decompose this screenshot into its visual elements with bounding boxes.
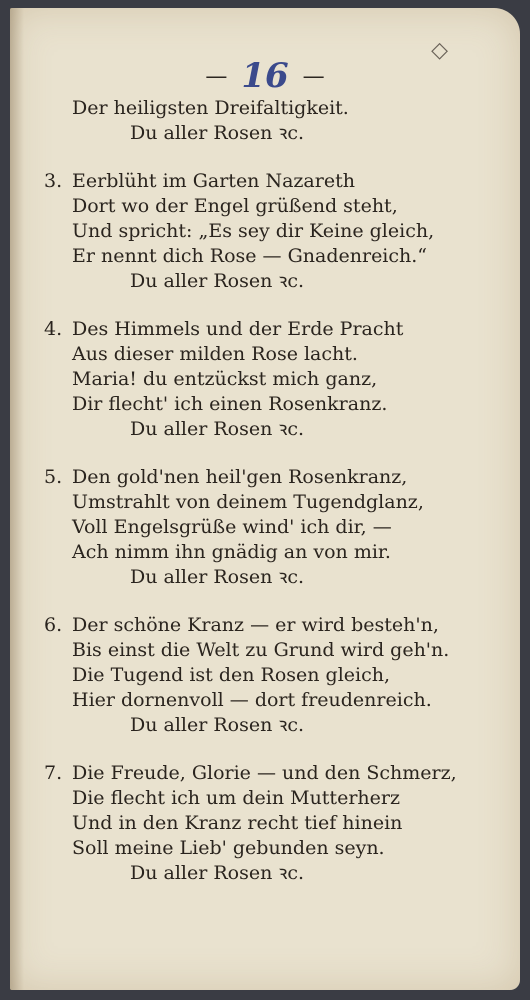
refrain-line: Du aller Rosen ꝛc.	[130, 270, 305, 292]
verse-line: Die Tugend ist den Rosen gleich,	[72, 664, 391, 686]
verse-text: Den gold'nen heil'gen Rosenkranz,	[72, 466, 408, 488]
verse-line: Umstrahlt von deinem Tugendglanz,	[72, 491, 424, 513]
refrain-line: Du aller Rosen ꝛc.	[130, 862, 305, 884]
page-spine-shadow	[10, 8, 24, 990]
verse-line: Soll meine Lieb' gebunden seyn.	[72, 837, 385, 859]
verse-text: Des Himmels und der Erde Pracht	[72, 318, 404, 340]
stanza-3	[44, 169, 504, 294]
refrain-line: Du aller Rosen ꝛc.	[130, 418, 305, 440]
verse-line: Die flecht ich um dein Mutterherz	[72, 787, 400, 809]
refrain-line: Du aller Rosen ꝛc.	[130, 714, 305, 736]
stanza-5	[44, 465, 504, 590]
verse-text: Die Freude, Glorie — und den Schmerz,	[72, 762, 457, 784]
verse-line	[44, 169, 504, 194]
verse-line: Dort wo der Engel grüßend steht,	[72, 195, 398, 217]
book-page	[10, 8, 520, 990]
verse-line: Und in den Kranz recht tief hinein	[72, 812, 403, 834]
verse-line: Der heiligsten Dreifaltigkeit.	[72, 97, 349, 119]
verse-line: Ach nimm ihn gnädig an von mir.	[72, 541, 391, 563]
verse-line	[44, 465, 504, 490]
verse-line: Hier dornenvoll — dort freudenreich.	[72, 689, 432, 711]
verse-line	[44, 317, 504, 342]
refrain-line: Du aller Rosen ꝛc.	[130, 566, 305, 588]
verse-line: Voll Engelsgrüße wind' ich dir, —	[72, 516, 392, 538]
stanza-4	[44, 317, 504, 442]
verse-line: Dir flecht' ich einen Rosenkranz.	[72, 393, 388, 415]
verse-line: Maria! du entzückst mich ganz,	[72, 368, 378, 390]
stanza-6	[44, 613, 504, 738]
stanza-number: 3.	[44, 170, 63, 192]
verse-line: Und spricht: „Es sey dir Keine gleich,	[72, 220, 435, 242]
page-number: 16	[241, 56, 289, 96]
opening-fragment	[44, 96, 504, 146]
stanza-number: 7.	[44, 762, 63, 784]
poem-text	[44, 96, 504, 886]
stanza-number: 6.	[44, 614, 63, 636]
verse-line	[44, 613, 504, 638]
stanza-number: 4.	[44, 318, 63, 340]
header-dash-left: —	[205, 64, 228, 89]
verse-line: Er nennt dich Rose — Gnadenreich.“	[72, 245, 428, 267]
verse-line: Aus dieser milden Rose lacht.	[72, 343, 358, 365]
corner-pencil-mark: ◇	[431, 38, 448, 63]
verse-text: Der schöne Kranz — er wird besteh'n,	[72, 614, 439, 636]
stanza-number: 5.	[44, 466, 63, 488]
stanza-7	[44, 761, 504, 886]
refrain-line: Du aller Rosen ꝛc.	[130, 122, 305, 144]
header-dash-right: —	[302, 64, 325, 89]
verse-text: Eerblüht im Garten Nazareth	[72, 170, 355, 192]
verse-line	[44, 761, 504, 786]
verse-line: Bis einst die Welt zu Grund wird geh'n.	[72, 639, 450, 661]
